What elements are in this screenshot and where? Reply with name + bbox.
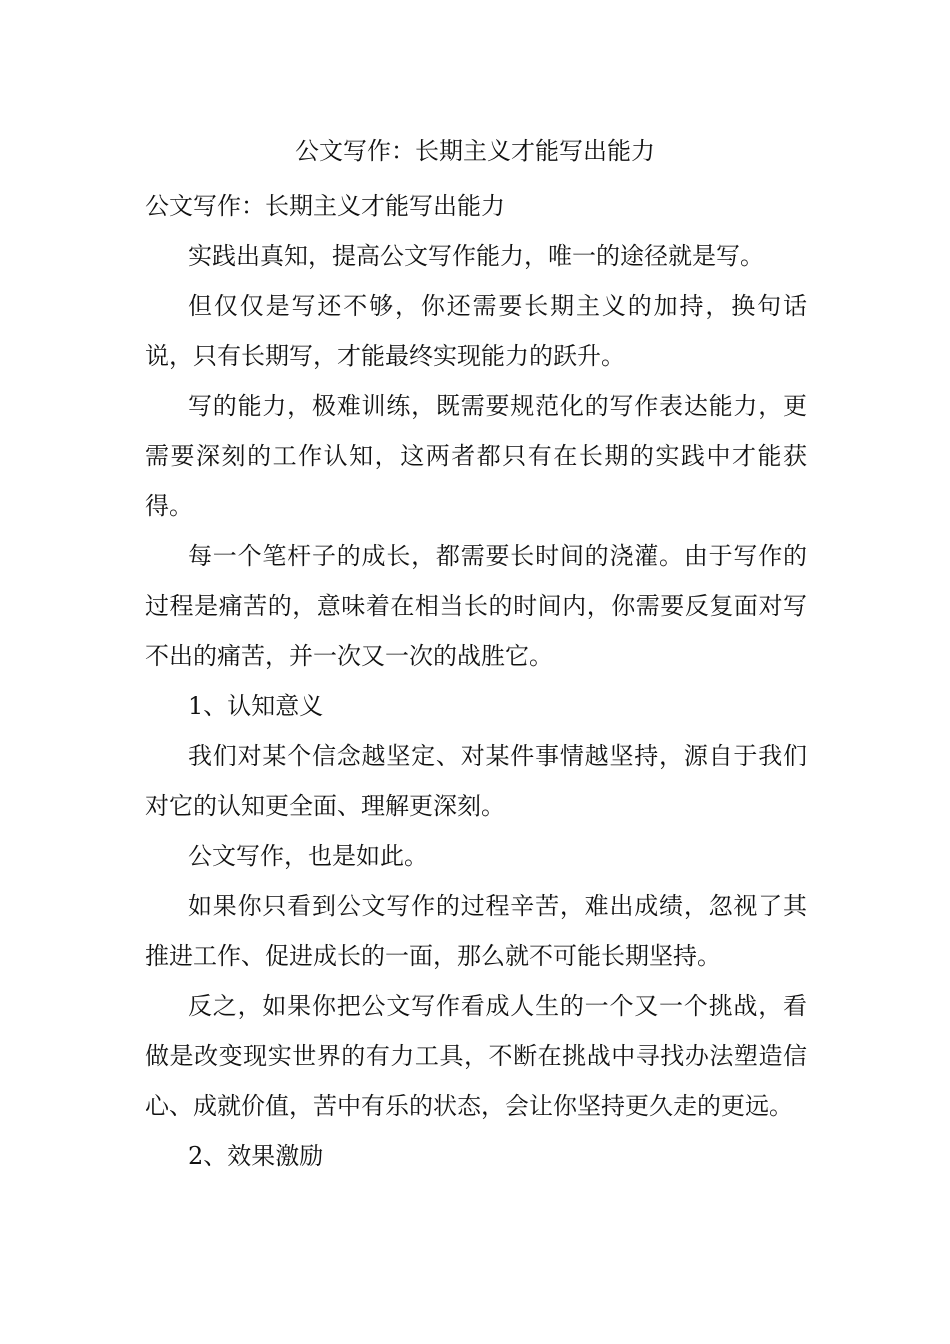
paragraph: 我们对某个信念越坚定、对某件事情越坚持，源自于我们对它的认知更全面、理解更深刻。 (145, 742, 807, 820)
paragraph: 反之，如果你把公文写作看成人生的一个又一个挑战，看做是改变现实世界的有力工具，不断在挑战中寻找办法塑造信心、成就价值，苦中有乐的状态，会让你坚持更久走的更远。 (145, 992, 807, 1120)
document-subtitle: 公文写作：长期主义才能写出能力 (145, 192, 505, 220)
section-heading: 1、认知意义 (188, 692, 324, 720)
paragraph: 写的能力，极难训练，既需要规范化的写作表达能力，更需要深刻的工作认知，这两者都只有在长期的实践中才能获得。 (145, 392, 807, 520)
section-heading: 2、效果激励 (188, 1142, 324, 1170)
document-body (145, 181, 807, 1181)
document-title: 公文写作：长期主义才能写出能力 (295, 137, 655, 165)
paragraph: 每一个笔杆子的成长，都需要长时间的浇灌。由于写作的过程是痛苦的，意味着在相当长的时间内，你需要反复面对写不出的痛苦，并一次又一次的战胜它。 (145, 542, 807, 670)
paragraph: 公文写作，也是如此。 (188, 842, 428, 870)
paragraph: 实践出真知，提高公文写作能力，唯一的途径就是写。 (188, 242, 764, 270)
paragraph: 但仅仅是写还不够，你还需要长期主义的加持，换句话说，只有长期写，才能最终实现能力的跃升。 (145, 292, 807, 370)
paragraph: 如果你只看到公文写作的过程辛苦，难出成绩，忽视了其推进工作、促进成长的一面，那么就不可能长期坚持。 (145, 892, 807, 970)
